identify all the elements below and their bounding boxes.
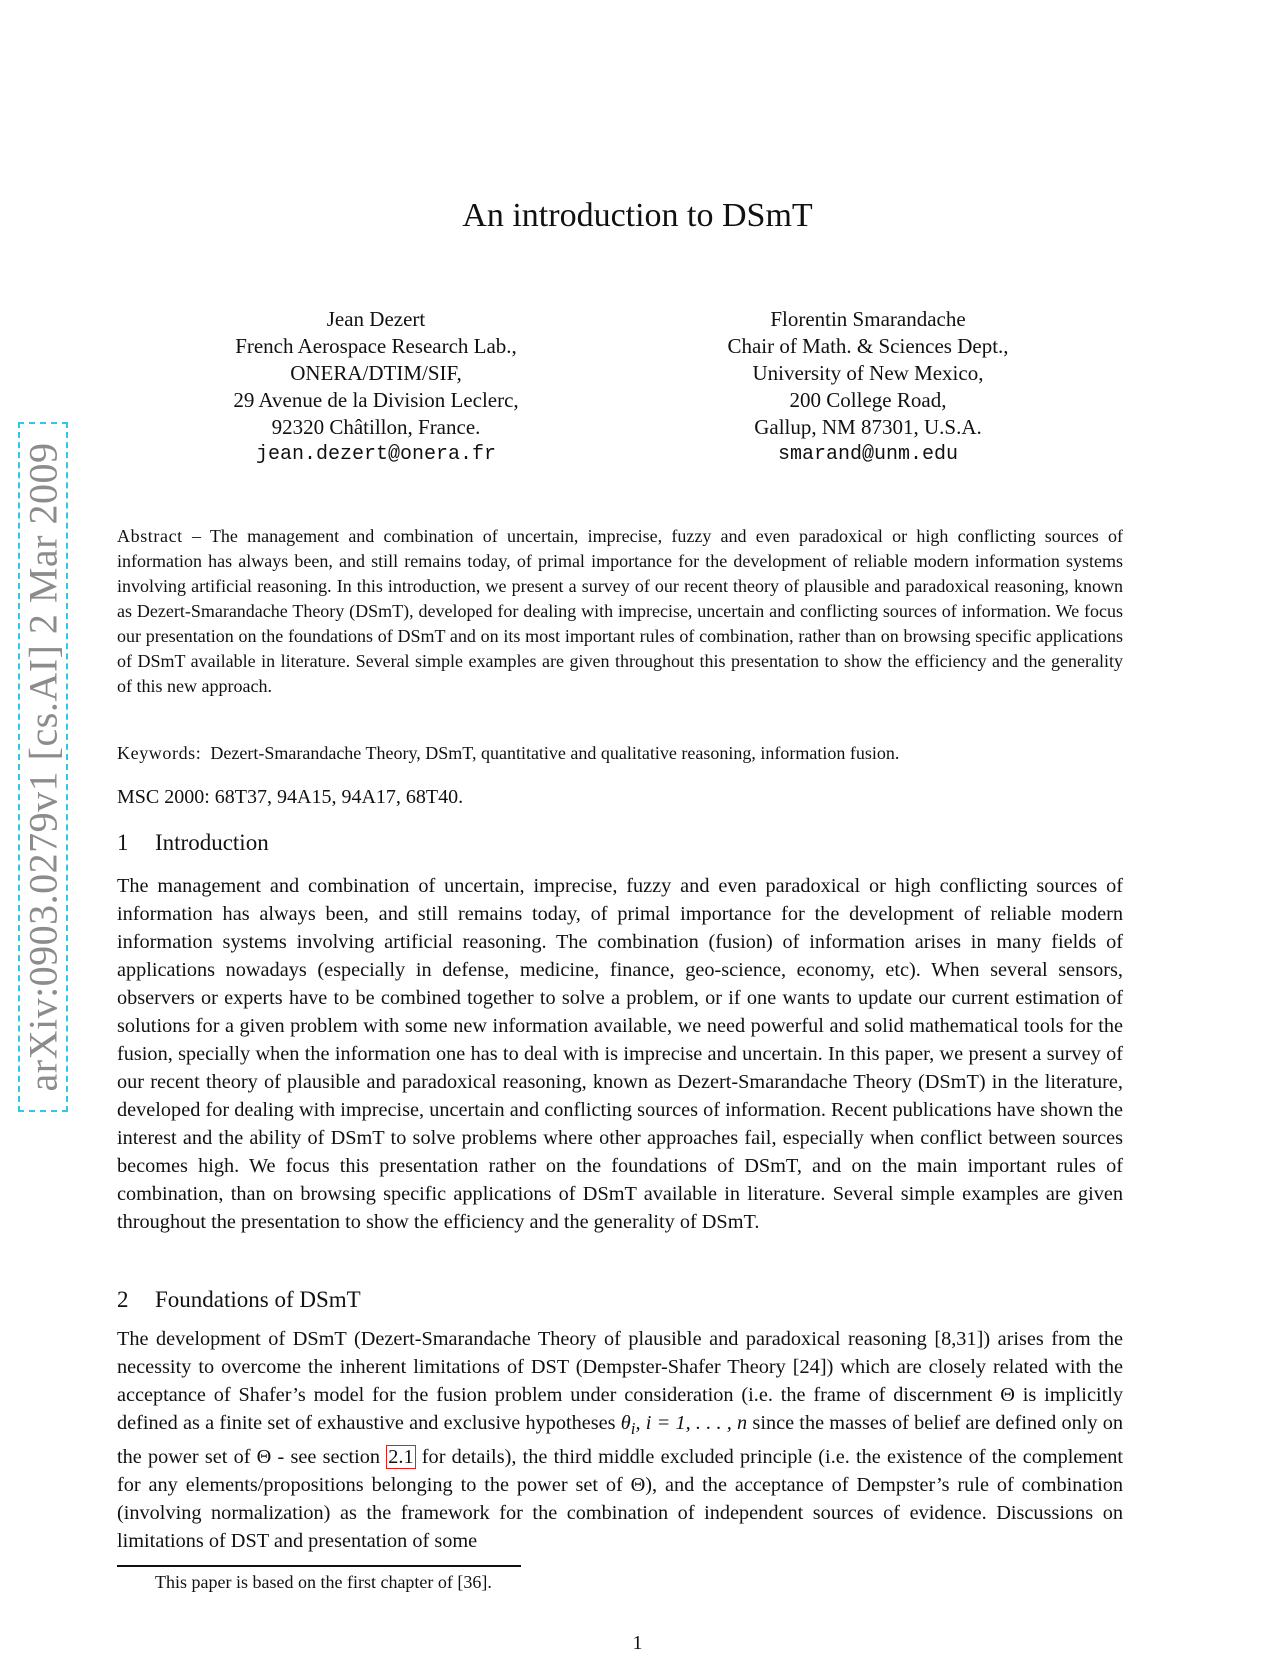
foundations-paragraph	[117, 1325, 1123, 1555]
section-ref-link[interactable]: 2.1	[388, 1446, 414, 1469]
author-block-1	[156, 306, 596, 468]
author-affiliation-line: French Aerospace Research Lab.,	[235, 334, 517, 358]
introduction-paragraph: The management and combination of uncertain, imprecise, fuzzy and even paradoxical or high conflicting sources of information has always been, and still remains today, of primal importance for the development of reliable modern information systems involving artificial reasoning. The combination (fusion) of information arises in many fields of applications nowadays (especially in defense, medicine, finance, geo-science, economy, etc). When several sensors, observers or experts have to be combined together to solve a problem, or if one wants to update our current estimation of solutions for a given problem with some new information available, we need powerful and solid mathematical tools for the fusion, specially when the information one has to deal with is imprecise and uncertain. In this paper, we present a survey of our recent theory of plausible and paradoxical reasoning, known as Dezert-Smarandache Theory (DSmT) in the literature, developed for dealing with imprecise, uncertain and conflicting sources of information. Recent publications have shown the interest and the ability of DSmT to solve problems where other approaches fail, especially when conflict between sources becomes high. We focus this presentation rather on the foundations of DSmT, and on the main important rules of combination, than on browsing specific applications of DSmT available in literature. Several simple examples are given throughout the presentation to show the efficiency and the generality of DSmT.	[117, 875, 1123, 1233]
author-affiliation-line: Chair of Math. & Sciences Dept.,	[727, 334, 1009, 358]
author-email[interactable]: smarand@unm.edu	[777, 443, 959, 466]
section-heading-introduction	[117, 830, 1123, 856]
section-number: 2	[117, 1287, 129, 1312]
abstract-separator: –	[192, 526, 202, 546]
keywords-label: Keywords:	[117, 743, 202, 763]
section-number: 1	[117, 830, 129, 855]
foundations-text-part-2: since the masses of belief are defined only on the power set of Θ - see section	[117, 1412, 1123, 1469]
author-affiliation-line: 200 College Road,	[789, 388, 947, 412]
paper-title: An introduction to DSmT	[462, 197, 813, 234]
author-name: Florentin Smarandache	[770, 307, 966, 331]
math-index-range: , i = 1, . . . , n	[635, 1412, 748, 1434]
footnote: This paper is based on the first chapter of [36].	[155, 1572, 492, 1592]
abstract-text: The management and combination of uncertain, imprecise, fuzzy and even paradoxical or high conflicting sources of information has always been, and still remains today, of primal importance for the development of reliable modern information systems involving artificial reasoning. In this introduction, we present a survey of our recent theory of plausible and paradoxical reasoning, known as Dezert-Smarandache Theory (DSmT), developed for dealing with imprecise, uncertain and conflicting sources of information. We focus our presentation on the foundations of DSmT and on its most important rules of combination, rather than on browsing specific applications of DSmT available in literature. Several simple examples are given throughout this presentation to show the efficiency and the generality of this new approach.	[117, 526, 1123, 696]
arxiv-stamp	[18, 422, 68, 1112]
author-affiliation-line: 92320 Châtillon, France.	[271, 415, 481, 439]
author-affiliation-line: ONERA/DTIM/SIF,	[290, 361, 462, 385]
section-title: Introduction	[155, 830, 269, 855]
math-subscript-i: i	[630, 1419, 636, 1439]
abstract-label: Abstract	[117, 526, 183, 546]
math-theta-i	[620, 1412, 636, 1439]
author-email[interactable]: jean.dezert@onera.fr	[255, 443, 497, 466]
arxiv-id: arXiv:0903.0279v1 [cs.AI] 2 Mar 2009	[20, 442, 66, 1092]
foundations-text-part-3: for details), the third middle excluded principle (i.e. the existence of the complement for any elements/propositions belonging to the power set of Θ), and the acceptance of Dempster’s rule of combination (involving normalization) as the framework for the combination of independent sources of evidence. Discussions on limitations of DST and presentation of some	[117, 1446, 1123, 1553]
author-affiliation-line: 29 Avenue de la Division Leclerc,	[233, 388, 519, 412]
page-number: 1	[632, 1632, 643, 1654]
msc-classification: MSC 2000: 68T37, 94A15, 94A17, 68T40.	[117, 786, 464, 808]
footnote-divider	[117, 1565, 521, 1567]
author-block-2	[648, 306, 1088, 468]
foundations-text-part-1: The development of DSmT (Dezert-Smarandache Theory of plausible and paradoxical reasoning [8,31]) arises from the necessity to overcome the inherent limitations of DST (Dempster-Shafer Theory [24]) which are closely related with the acceptance of Shafer’s model for the fusion problem under consideration (i.e. the frame of discernment Θ is implicitly defined as a finite set of exhaustive and exclusive hypotheses	[117, 1328, 1123, 1434]
author-affiliation-line: Gallup, NM 87301, U.S.A.	[754, 415, 982, 439]
keywords-text: Dezert-Smarandache Theory, DSmT, quantitative and qualitative reasoning, information fusion.	[210, 743, 900, 763]
section-title: Foundations of DSmT	[155, 1287, 361, 1312]
section-heading-foundations	[117, 1287, 1123, 1313]
author-affiliation-line: University of New Mexico,	[752, 361, 984, 385]
abstract	[117, 524, 1123, 699]
author-name: Jean Dezert	[326, 307, 426, 331]
keywords	[117, 741, 1123, 766]
math-theta: θ	[620, 1412, 631, 1434]
